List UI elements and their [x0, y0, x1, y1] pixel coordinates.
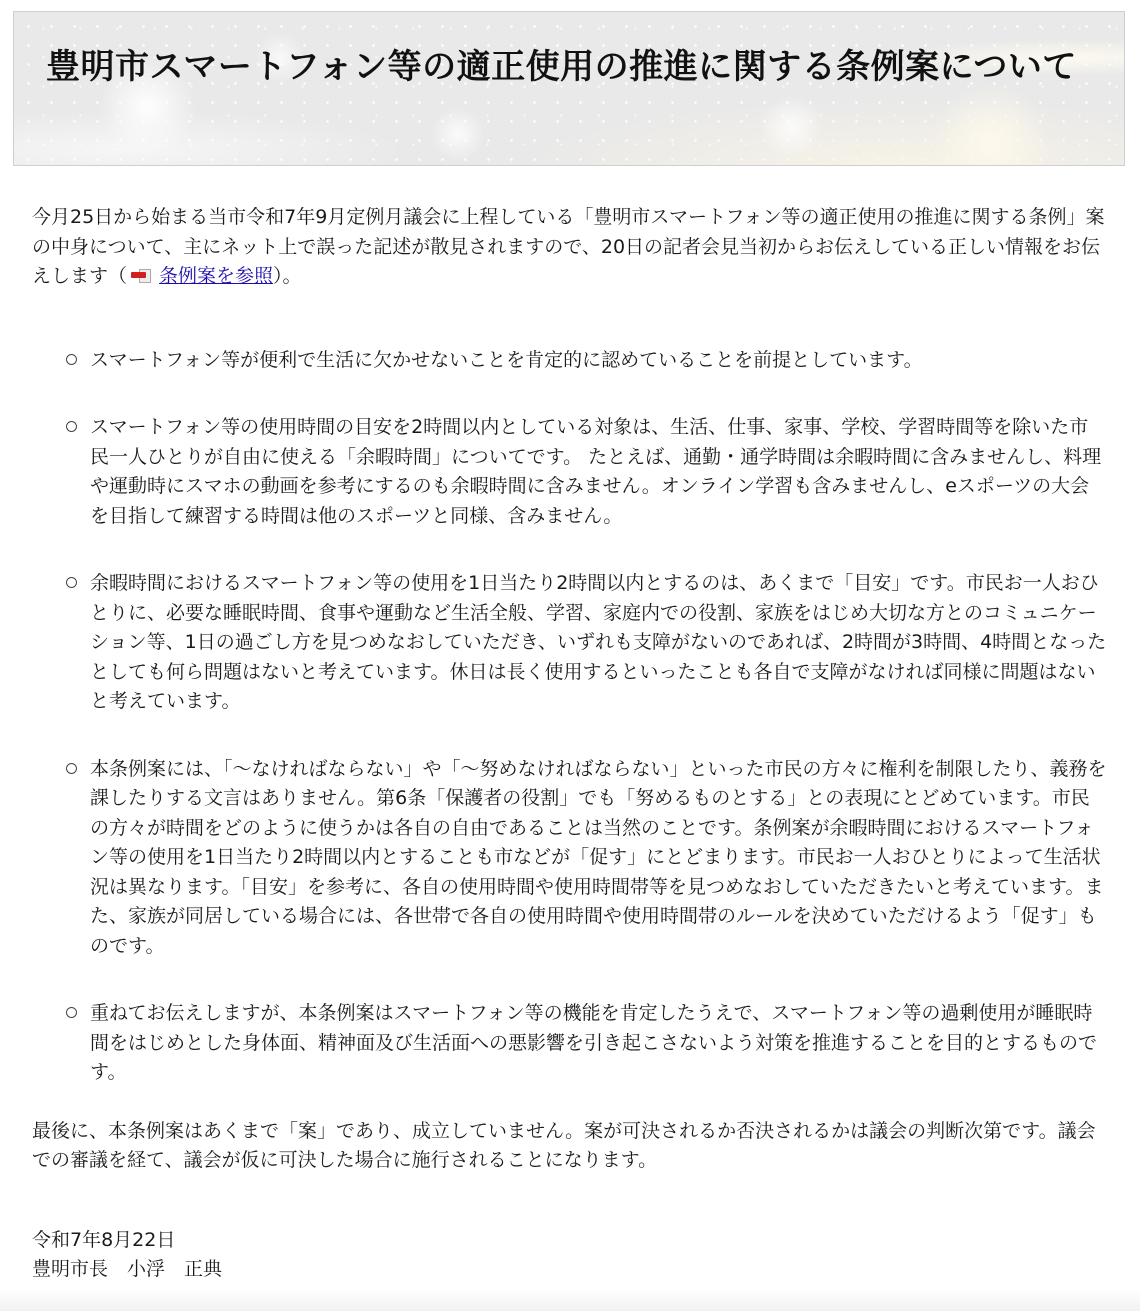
title-banner — [13, 11, 1125, 166]
pdf-icon — [131, 268, 153, 284]
list-item — [66, 999, 1107, 1088]
list-item — [66, 569, 1107, 717]
list-item-text: スマートフォン等の使用時間の目安を2時間以内としている対象は、生活、仕事、家事、学校、学習時間等を除いた市民一人ひとりが自由に使える「余暇時間」についてです。 たとえば、通勤・通学時間は余暇時間に含みませんし、料理や運動時にスマホの動画を参考にするのも余暇時間に含みません。オンライン学習も含みませんし、eスポーツの大会を目指して練習する時間は他のスポーツと同様、含みません。 — [90, 416, 1102, 527]
circle-bullet-icon — [66, 763, 77, 774]
mayor-signature: 豊明市長 小浮 正典 — [32, 1258, 223, 1280]
circle-bullet-icon — [66, 1007, 77, 1018]
publish-date: 令和7年8月22日 — [32, 1228, 176, 1251]
list-item — [66, 346, 1107, 376]
circle-bullet-icon — [66, 421, 77, 432]
circle-bullet-icon — [66, 354, 77, 365]
closing-paragraph: 最後に、本条例案はあくまで「案」であり、成立していません。案が可決されるか否決されるかは議会の判断次第です。議会での審議を経て、議会が仮に可決した場合に施行されることになります。 — [32, 1119, 1096, 1171]
intro-text: 今月25日から始まる当市令和7年9月定例月議会に上程している「豊明市スマートフォン等の適正使用の推進に関する条例」案の中身について、主にネット上で誤った記述が散見されますので、20日の記者会見当初からお伝えしている正しい情報をお伝えします（ — [32, 206, 1105, 287]
list-item — [66, 413, 1107, 531]
intro-paragraph — [32, 203, 1107, 292]
intro-text-end: ）。 — [273, 265, 302, 287]
key-points-list — [32, 346, 1107, 1088]
page-title: 豊明市スマートフォン等の適正使用の推進に関する条例案について — [46, 47, 1077, 87]
article-body — [32, 203, 1107, 1285]
page-bottom-edge — [0, 1289, 1140, 1311]
list-item-text: 本条例案には、「～なければならない」や「～努めなければならない」といった市民の方々に権利を制限したり、義務を課したりする文言はありません。第6条「保護者の役割」でも「努めるものとする」との表現にとどめています。市民の方々が時間をどのように使うかは各自の自由であることは当然のことです。条例案が余暇時間におけるスマートフォン等の使用を1日当たり2時間以内とすることも市などが「促す」にとどまります。市民お一人おひとりによって生活状況は異なります。「目安」を参考に、各自の使用時間や使用時間帯等を見つめなおしていただきたいと考えています。また、家族が同居している場合には、各世帯で各自の使用時間や使用時間帯のルールを決めていただけるよう「促す」ものです。 — [90, 757, 1107, 957]
list-item-text: 重ねてお伝えしますが、本条例案はスマートフォン等の機能を肯定したうえで、スマートフォン等の過剰使用が睡眠時間をはじめとした身体面、精神面及び生活面への悪影響を引き起こさないよう対策を推進することを目的とするものです。 — [90, 1002, 1098, 1083]
list-item — [66, 755, 1107, 962]
ordinance-draft-link[interactable]: 条例案を参照 — [159, 265, 274, 287]
circle-bullet-icon — [66, 577, 77, 588]
list-item-text: 余暇時間におけるスマートフォン等の使用を1日当たり2時間以内とするのは、あくまで「目安」です。市民お一人おひとりに、必要な睡眠時間、食事や運動など生活全般、学習、家庭内での役割、家族をはじめ大切な方とのコミュニケーション等、1日の過ごし方を見つめなおしていただき、いずれも支障がないのであれば、2時間が3時間、4時間となったとしても何ら問題はないと考えています。休日は長く使用するといったことも各自で支障がなければ同様に問題はないと考えています。 — [90, 572, 1107, 712]
list-item-text: スマートフォン等が便利で生活に欠かせないことを肯定的に認めていることを前提としています。 — [90, 348, 923, 371]
